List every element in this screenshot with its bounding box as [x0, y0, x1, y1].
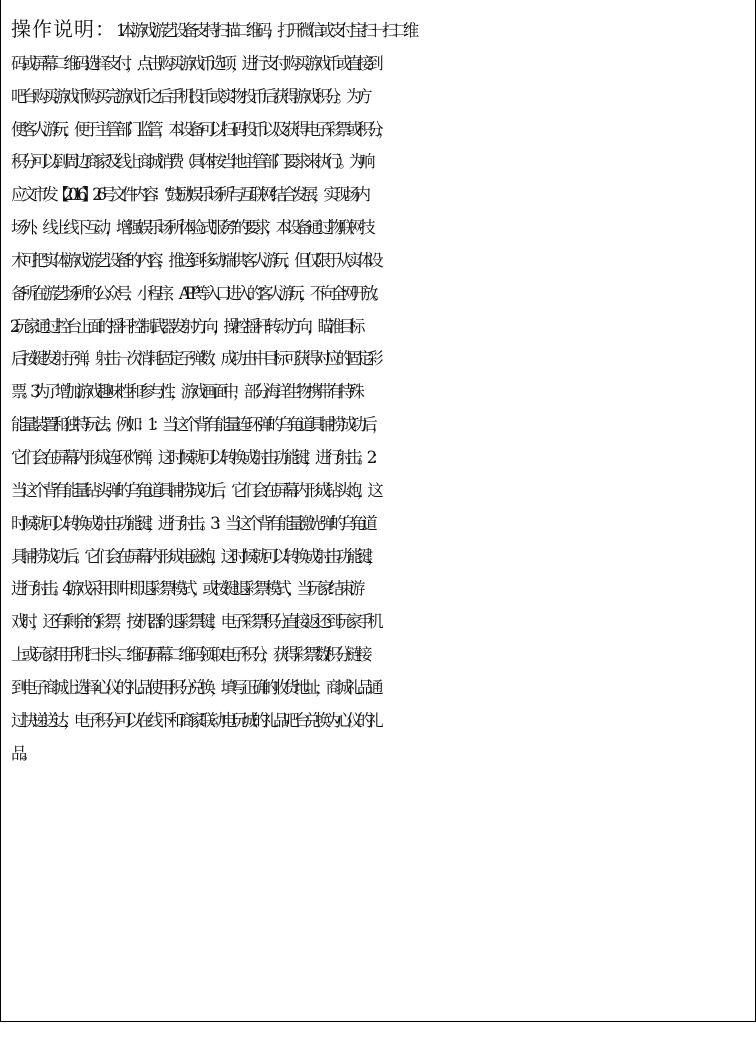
text-line: 过快递送达，电子积分可以在线下和商家联动电玩城的礼品吧台兑换为心仪的礼 — [11, 710, 378, 730]
text-line: 进行射击。 4.游戏采用即中即退彩票模式，或按键退彩票模式，当玩家结束游 — [11, 579, 360, 599]
text-line: 后按键发射子弹，射击一次消耗固定子弹数，成功击中目标可获得对应的固定彩 — [11, 349, 378, 369]
text-line: 它们会在屏幕内形成连环炸弹，这时候就可以转换成射击功能键，进行射击。 2： — [11, 447, 382, 467]
text-line: 票。 3.为了增加游戏趣味性和参与性，游戏画面中，部分海洋生物携带有特殊 — [11, 382, 359, 402]
text-line: 吧台购买游戏币 购买完游戏币之后手机投币或实物投币后获得游戏积分。为方 — [11, 86, 367, 106]
text-line: 便客人游玩，便于主管部门监管，本设备可以扫码投币以及获得电子彩票或积分， — [11, 119, 389, 139]
text-line: 2.玩家通过控台上面的摇杆控制武器发射方向，操控摇杆转动方向，瞄准目标 — [11, 316, 360, 336]
text-line: 能量装置和独特玩法。例如：1：当这个背有能量连环弹的乌龟道具捕捞成功后， — [11, 415, 383, 435]
text-line: 时候就可以转换成射击功能键，进行射击。3：当这个背有能量激光弹的乌龟道 — [11, 513, 372, 533]
instructions-heading: 操作说明： — [11, 17, 116, 41]
text-line — [11, 13, 749, 48]
text-line: 积分可以到周边商家及线上商城消费（具体按当地主管部门要求来执行）。为响 — [11, 152, 370, 172]
text-line: 当这个背有能量钻头弹的乌龟道具捕捞成功后，它们会在屏幕内形成钻头炮，这 — [11, 480, 378, 500]
text-line: 码或屏幕二维码选择支付，点击购买游戏币选项，进行支付购买游戏币或直接到 — [11, 53, 378, 73]
text-line: 场外、线上线下互动，增强娱乐场所体验式服务”的要求，本设备通过物联网技 — [11, 218, 370, 238]
text-line-segment: 1.本游戏游艺设备支持扫描二维码，打开微信或支付宝扫一扫二维 — [116, 21, 414, 40]
text-line: 到电子商城上选择心仪的礼品使用积分兑换，填写正确的收货地址，商城礼品通 — [11, 677, 378, 697]
instructions-text — [11, 13, 749, 770]
text-line: 戏时，还有剩余的彩票，按机器的退彩票键，电子彩票积分直接返还到玩家手机 — [11, 612, 378, 632]
text-line: 上或玩家用手机扫卡头二维码/屏幕二维码领取电子积分，获得彩票数/积分链接 — [11, 645, 367, 665]
text-line: 品。 — [11, 743, 32, 763]
text-line: 备所在游艺场所的公众号、小程序、APP 等入口进入的客人游玩，不向全网开放。 — [11, 283, 384, 303]
text-line: 应文市发【2016】26 号文件内容：“鼓励娱乐场所与互联网结合发展，实现场内 — [11, 185, 366, 205]
text-line: 术可把实体游戏游艺设备的内容，推送到移动端供客人游玩，但仅限于从实体设 — [11, 250, 378, 270]
text-line: 具捕捞成功后。它们会在屏幕内形成电磁炮，这时候就可以转换成射击功能键， — [11, 546, 378, 566]
